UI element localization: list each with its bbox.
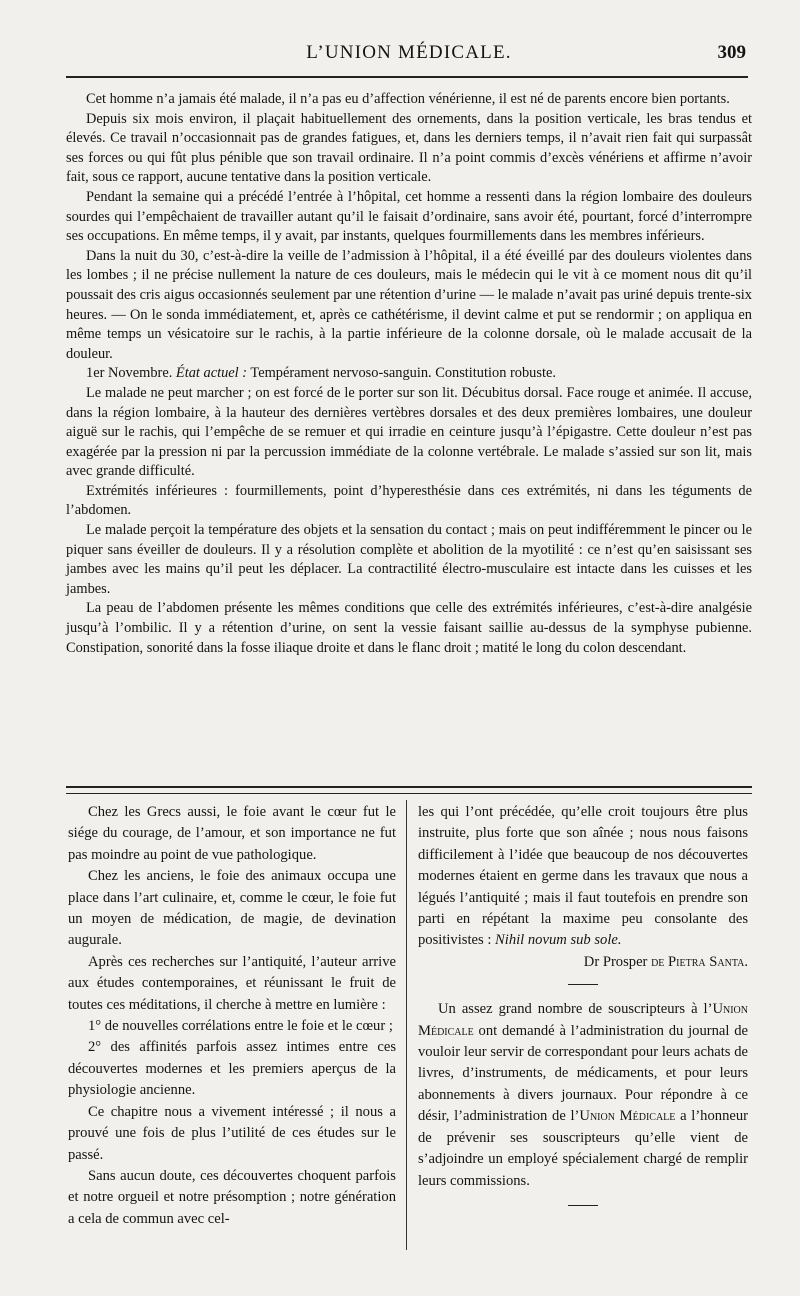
etat-date: 1er Novembre. xyxy=(86,365,173,382)
etat-text: Tempérament nervoso-sanguin. Constitution robuste. xyxy=(250,365,556,382)
column-separator xyxy=(406,800,407,1250)
etat-label: État actuel : xyxy=(175,365,248,382)
paragraph: 1° de nouvelles corrélations entre le foie et le cœur ; xyxy=(88,1018,393,1035)
end-rule xyxy=(418,1198,748,1212)
short-rule xyxy=(418,977,748,991)
notice-text: a l’honneur de prévenir ses souscripteurs qu’elle vient de s’adjoindre un employé spécialement chargé de remplir leurs commissions. xyxy=(418,1108,748,1189)
signature-prefix: Dr Prosper xyxy=(583,953,648,970)
paragraph: Sans aucun doute, ces découvertes choquent parfois et notre orgueil et notre présomption ; notre génération a cela de commun avec cel- xyxy=(68,1167,396,1227)
notice-text: Un assez grand nombre de souscripteurs à l’ xyxy=(438,1001,713,1018)
feuilleton-right-column xyxy=(418,802,748,1220)
case-report xyxy=(66,90,752,658)
header-rule xyxy=(66,76,748,78)
paragraph: Depuis six mois environ, il plaçait habituellement des ornements, dans la position verticale, les bras tendus et élevés. Ce travail n’occasionnait pas de grandes fatigues, et, dans les derniers temps, il n’avait rien fait qui surpassât ses forces ou qui fût plus pénible que son travail ordinaire. Il n’a point commis d’excès vénériens et affirme n’avoir fait, sous ce rapport, aucune tentative dans la position verticale. xyxy=(66,110,752,186)
paragraph: Chez les Grecs aussi, le foie avant le cœur fut le siége du courage, de l’amour, et son importance ne fut pas moindre au point de vue pathologique. xyxy=(68,804,396,863)
paragraph: Extrémités inférieures : fourmillements, point d’hyperesthésie dans ces extrémités, ni dans les téguments de l’abdomen. xyxy=(66,482,752,519)
journal-name: Union Médicale xyxy=(418,1001,748,1039)
journal-name: Union Médicale xyxy=(579,1108,676,1125)
etat-actuel-paragraph xyxy=(66,364,752,384)
continuation-text: les qui l’ont précédée, qu’elle croit toujours être plus instruite, plus forte que son aînée ; nous nous faisons difficilement à l’idée que beaucoup de nos découvertes modernes étaient en germe dans les travaux que nous a légués l’antiquité ; mais il faut toutefois en prendre son parti en répétant la maxime peu consolante des positivistes : xyxy=(418,804,748,949)
paragraph: Cet homme n’a jamais été malade, il n’a pas eu d’affection vénérienne, il est né de parents encore bien portants. xyxy=(86,91,730,107)
paragraph: Dans la nuit du 30, c’est-à-dire la veille de l’admission à l’hôpital, il a été éveillé par des douleurs violentes dans les lombes ; il ne précise nullement la nature de ces douleurs, mais le médecin qui le vit à ce moment nous dit qu’il poussait des cris aigus occasionnés seulement par une rétention d’urine — le malade n’avait pas uriné depuis trente-six heures. — On le sonda immédiatement, et, après ce cathétérisme, il devint calme et put se rendormir ; on appliqua en même temps un vésicatoire sur le rachis, à la partie inférieure de la colonne dorsale, où le malade accusait de la douleur. xyxy=(66,247,752,362)
signature-name: de Pietra Santa. xyxy=(651,953,748,970)
paragraph: 2° des affinités parfois assez intimes entre ces découvertes modernes et les premiers aperçus de la physiologie ancienne. xyxy=(68,1039,396,1099)
paragraph: Le malade ne peut marcher ; on est forcé de le porter sur son lit. Décubitus dorsal. Face rouge et animée. Il accuse, dans la région lombaire, à la hauteur des dernières vertèbres dorsales et des deux premières lombaires, une douleur aiguë sur le rachis, qui l’empêche de se remuer et qui irradie en ceinture jusqu’à l’épigastre. Cette douleur n’est pas exagérée par la pression ni par la percussion immédiate de la colonne vertébrale. Le malade s’assied sur son lit, mais avec grande difficulté. xyxy=(66,384,752,480)
continuation-paragraph xyxy=(418,802,748,952)
paragraph: Le malade perçoit la température des objets et la sensation du contact ; mais on peut indifféremment le pincer ou le piquer sans éveiller de douleurs. Il y a résolution complète et abolition de la myotilité : ce n’est qu’en saisissant ses jambes avec les mains qu’il peut les déplacer. La contractilité électro-musculaire est intacte dans les cuisses et les jambes. xyxy=(66,522,752,597)
paragraph: Pendant la semaine qui a précédé l’entrée à l’hôpital, cet homme a ressenti dans la région lombaire des douleurs sourdes qui l’empêchaient de travailler autant qu’il le faisait d’ordinaire, sans avoir été, pourtant, forcé d’interrompre ses occupations. En même temps, il y avait, par instants, quelques fourmillements dans les membres inférieurs. xyxy=(66,188,752,245)
paragraph: La peau de l’abdomen présente les mêmes conditions que celle des extrémités inférieures, c’est-à-dire analgésie jusqu’à l’ombilic. Il y a rétention d’urine, on sent la vessie faisant saillie au-dessus de la symphyse pubienne. Constipation, sonorité dans la fosse iliaque droite et dans le flanc droit ; matité le long du colon descendant. xyxy=(66,600,752,656)
page-header xyxy=(66,42,752,72)
notice-paragraph xyxy=(418,999,748,1192)
running-title: L’UNION MÉDICALE. xyxy=(306,42,512,63)
notice-text: ont demandé à l’administration du journal de vouloir leur servir de correspondant pour leurs achats de livres, d’instruments, de médicaments, et pour leurs abonnements à divers journaux. Pour répondre à ce désir, l’administration de l’ xyxy=(418,1022,748,1125)
feuilleton-left-column xyxy=(68,802,396,1230)
section-divider xyxy=(66,786,752,794)
paragraph: Après ces recherches sur l’antiquité, l’auteur arrive aux études contemporaines, et réunissant le fruit de toutes ces méditations, il cherche à mettre en lumière : xyxy=(68,953,396,1013)
page-number: 309 xyxy=(717,42,746,63)
latin-maxim: Nihil novum sub sole. xyxy=(495,932,622,949)
paragraph: Ce chapitre nous a vivement intéressé ; il nous a prouvé une fois de plus l’utilité de ces études sur le passé. xyxy=(68,1103,396,1163)
signature xyxy=(418,952,748,973)
paragraph: Chez les anciens, le foie des animaux occupa une place dans l’art culinaire, et, comme le cœur, le foie fut un moyen de médication, de magie, de devination augurale. xyxy=(68,868,396,949)
